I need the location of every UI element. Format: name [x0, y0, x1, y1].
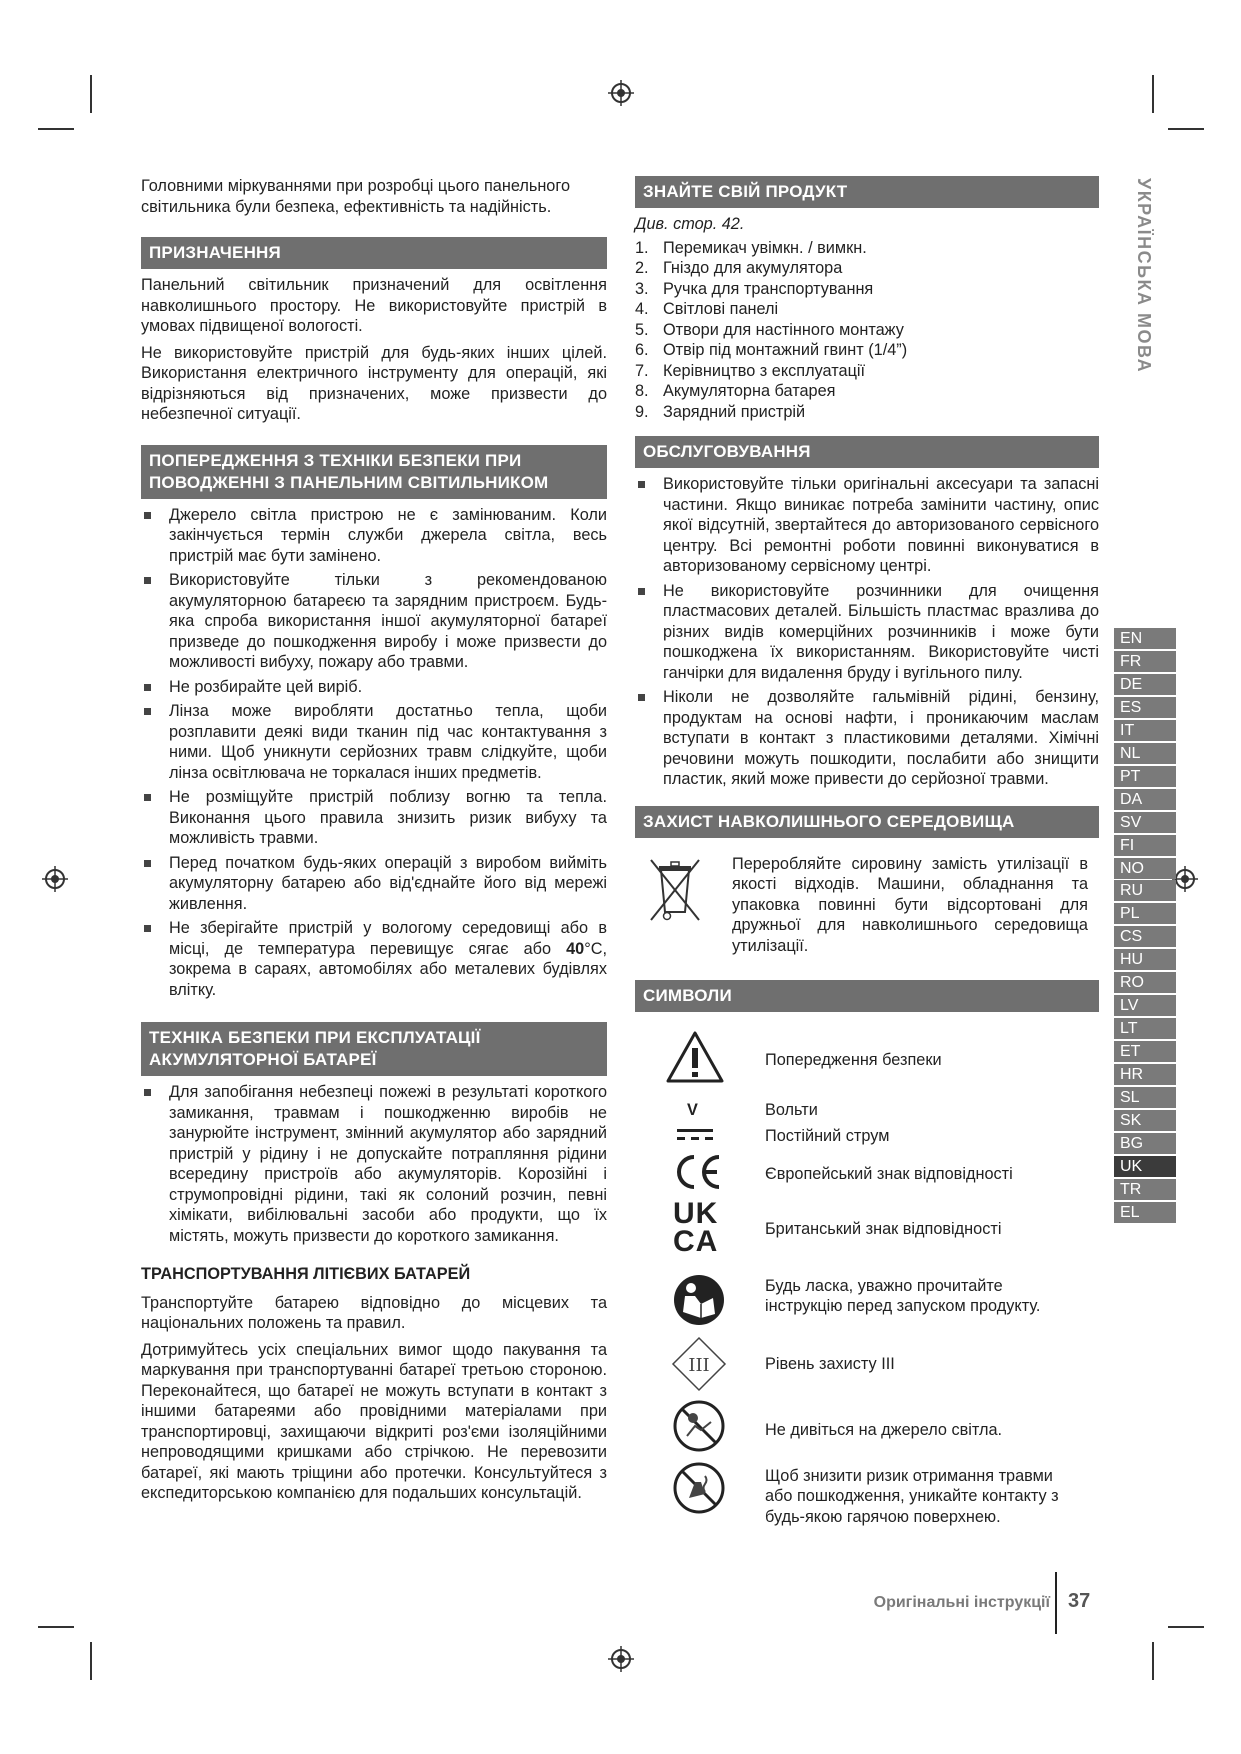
transport-heading: ТРАНСПОРТУВАННЯ ЛІТІЄВИХ БАТАРЕЙ [141, 1265, 471, 1283]
language-tab-fr[interactable]: FR [1114, 651, 1176, 672]
maintenance-list [635, 474, 1099, 790]
transport-paragraph: Транспортуйте батарею відповідно до місцевих та національних положень та правил. [141, 1293, 607, 1332]
warnings-list [141, 505, 607, 1001]
crop-mark [1168, 1626, 1204, 1628]
bullet-icon [144, 794, 151, 801]
language-tab-fi[interactable]: FI [1114, 835, 1176, 856]
symbol-description: Британський знак відповідності [765, 1219, 1002, 1238]
heading-line: ПОВОДЖЕННІ З ПАНЕЛЬНИМ СВІТИЛЬНИКОМ [149, 472, 549, 492]
list-item-text: Не розміщуйте пристрій поблизу вогню та тепла. Виконання цього правила знизить ризик вибуху та можливість травми. [169, 788, 607, 847]
temperature-value: 40 [566, 939, 585, 958]
list-item [141, 677, 607, 698]
item-text: Гніздо для акумулятора [663, 259, 843, 277]
list-item [141, 853, 607, 915]
language-tab-lv[interactable]: LV [1114, 995, 1176, 1016]
item-text: Акумуляторна батарея [663, 382, 836, 400]
item-number: 5. [635, 320, 649, 339]
item-text: Ручка для транспортування [663, 279, 874, 298]
language-tab-ru[interactable]: RU [1114, 880, 1176, 901]
class-three-label: III [688, 1354, 710, 1376]
crop-mark [1152, 75, 1154, 113]
bullet-icon [144, 684, 151, 691]
purpose-paragraph: Панельний світильник призначений для освітлення навколишнього простору. Не використовуйте пристрій в умовах підвищеної вологості. [141, 276, 607, 335]
language-tab-uk[interactable]: UK [1114, 1156, 1176, 1177]
item-number: 9. [635, 402, 649, 421]
symbol-description: Рівень захисту III [765, 1354, 895, 1373]
right-column [635, 176, 1099, 1538]
bullet-icon [144, 708, 151, 715]
list-item [635, 361, 1099, 382]
list-item [141, 505, 607, 567]
list-item [635, 381, 1099, 402]
bullet-icon [144, 577, 151, 584]
language-tab-lt[interactable]: LT [1114, 1018, 1176, 1039]
list-item-text: Не зберігайте пристрій у вологому середовищі або в місці, де температура перевищує сягає або [169, 919, 607, 958]
language-tab-hu[interactable]: HU [1114, 949, 1176, 970]
intro-text: Головними міркуваннями при розробці цього панельного світильника були безпека, ефективність та надійність. [141, 177, 570, 216]
item-number: 3. [635, 279, 649, 298]
left-column [141, 176, 607, 1510]
item-number: 6. [635, 341, 649, 359]
battery-safety-heading [141, 1022, 607, 1076]
description-line: Будь ласка, уважно прочитайте [765, 1276, 1003, 1295]
language-tab-nl[interactable]: NL [1114, 743, 1176, 764]
list-item-text: Використовуйте тільки з рекомендованою акумуляторною батареєю та зарядним пристроєм. Будь-яка спроба використання іншої акумуляторної батареї призведе до пошкодження виробу і може призвести до можливості вибуху, пожару або травми. [169, 571, 607, 671]
list-item-text: Не розбирайте цей виріб. [169, 677, 363, 696]
language-tab-ro[interactable]: RO [1114, 972, 1176, 993]
item-number: 7. [635, 361, 649, 380]
list-item [635, 299, 1099, 320]
side-label-container [1133, 178, 1157, 378]
product-heading: ЗНАЙТЕ СВІЙ ПРОДУКТ [635, 176, 1099, 208]
item-text: Перемикач увімкн. / вимкн. [663, 238, 867, 257]
list-item [141, 1082, 607, 1246]
description-line: або пошкодження, уникайте контакту з [765, 1487, 1059, 1505]
heading-line: ПОПЕРЕДЖЕННЯ З ТЕХНІКИ БЕЗПЕКИ ПРИ [149, 450, 522, 470]
list-item-text: Використовуйте тільки оригінальні аксесуари та запасні частини. Якщо виникає потреба замінити частину, опис якої відсутній, звертайтеся до авторизованого сервісного центру. Всі ремонтні роботи повинні виконуватися в авторизованому сервісному центрі. [663, 475, 1099, 575]
symbol-description: Попередження безпеки [765, 1050, 942, 1069]
language-tab-hr[interactable]: HR [1114, 1064, 1176, 1085]
list-item-text: Перед початком будь-яких операцій з виробом вийміть акумуляторну батарею або від'єднайте його від мережі живлення. [169, 853, 607, 913]
list-item [635, 340, 1099, 361]
list-item-text: Лінза може виробляти достатньо тепла, щоби розплавити деякі види тканин під час контактування з ними. Щоб уникнути серйозних травм слідкуйте, щоби лінза освітлювача не торкалася інших предметів. [169, 702, 607, 782]
volt-symbol: V [687, 1100, 698, 1119]
ukca-line: CA [673, 1224, 719, 1258]
footer-label: Оригінальні інструкції [873, 1594, 1050, 1611]
hot-surface-icon [673, 1462, 725, 1514]
symbol-description: Вольти [765, 1100, 818, 1119]
crop-mark [90, 75, 92, 113]
list-item [141, 701, 607, 783]
list-item [635, 238, 1099, 259]
item-number: 1. [635, 238, 649, 257]
item-text: Зарядний пристрій [663, 402, 806, 421]
registration-mark-icon [608, 1646, 634, 1672]
symbol-description [765, 1466, 1059, 1528]
bullet-icon [144, 860, 151, 867]
list-item-text: Для запобігання небезпеці пожежі в результаті короткого замикання, травмам і пошкодженню виробів не занурюйте інструмент, змінний акумулятор або зарядний пристрій у рідину і не допускайте потрапляння рідини всередину пристроїв або акумуляторів. Корозійні і струмопровідні рідини, такі як солоний розчин, певні хімікати, вибілювальні засоби або продукти, що їх містять, можуть призвести до короткого замикання. [169, 1083, 607, 1245]
list-item [635, 687, 1099, 790]
transport-paragraph: Дотримуйтесь усіх спеціальних вимог щодо пакування та маркування при транспортуванні батареї третьою стороною. Переконайтеся, що батареї не можуть вступати в контакт з іншими батареями або провідними матеріалами при транспортировці, захищаючи відкриті роз'єми ізоляційними непроводящими кришками або стрічкою. Не перевозити батареї, які мають тріщини або протечки. Консультуйтеся з експедиторською компанією для подальших консультацій. [141, 1340, 607, 1502]
side-language-label: УКРАЇНСЬКА МОВА [1134, 178, 1154, 374]
class-three-icon [671, 1336, 727, 1392]
warning-icon [665, 1030, 725, 1084]
symbol-description: Постійний струм [765, 1126, 890, 1145]
crop-mark [38, 1626, 74, 1628]
list-item [635, 402, 1099, 423]
list-item-text: Джерело світла пристрою не є замінюваним. Коли закінчується термін служби джерела світла, весь пристрій має бути замінено. [169, 505, 607, 565]
product-parts-list [635, 238, 1099, 423]
symbols-heading: СИМВОЛИ [635, 980, 1099, 1012]
purpose-heading: ПРИЗНАЧЕННЯ [141, 237, 607, 269]
list-item [141, 918, 607, 1000]
language-tab-it[interactable]: IT [1114, 720, 1176, 741]
purpose-paragraph: Не використовуйте пристрій для будь-яких інших цілей. Використання електричного інструменту для операцій, які відрізняються від призначених, може призвести до небезпечної ситуації. [141, 343, 607, 423]
crop-mark [1152, 1642, 1154, 1680]
list-item [635, 474, 1099, 577]
environment-heading: ЗАХИСТ НАВКОЛИШНЬОГО СЕРЕДОВИЩА [635, 806, 1099, 838]
item-text: Світлові панелі [663, 300, 779, 318]
read-manual-icon [673, 1274, 725, 1326]
symbol-description: Не дивіться на джерело світла. [765, 1420, 1003, 1439]
language-tab-en[interactable]: EN [1114, 628, 1176, 649]
see-page-note: Див. стор. 42. [635, 215, 745, 233]
list-item-text: °C, зокрема в сараях, автомобілях або металевих будівлях влітку. [169, 939, 607, 999]
bullet-icon [144, 925, 151, 932]
bullet-icon [638, 694, 645, 701]
symbols-table [635, 1018, 1099, 1538]
language-tab-de[interactable]: DE [1114, 674, 1176, 695]
crossed-bin-icon [647, 856, 703, 922]
list-item-text: Ніколи не дозволяйте гальмівній рідині, бензину, продуктам на основі нафти, і проникаючим маслам вступати в контакт з пластиковими деталями. Хімічні речовини можуть пошкодити, послабити або знищити пластик, який може привести до серйозної травми. [663, 688, 1099, 788]
item-text: Отвори для настінного монтажу [663, 320, 904, 339]
item-number: 2. [635, 259, 649, 277]
language-tab-pl[interactable]: PL [1114, 903, 1176, 924]
language-tab-cs[interactable]: CS [1114, 926, 1176, 947]
item-text: Отвір під монтажний гвинт (1/4”) [663, 341, 908, 359]
environment-text: Переробляйте сировину замість утилізації в якості відходів. Машини, обладнання та упаковка повинні бути відсортовані для дружньої для навколишнього середовища утилізації. [732, 854, 1088, 955]
direct-current-icon [677, 1128, 713, 1142]
item-number: 4. [635, 300, 649, 318]
crop-mark [1168, 128, 1204, 130]
language-tab-el[interactable]: EL [1114, 1202, 1176, 1223]
language-tab-bg[interactable]: BG [1114, 1133, 1176, 1154]
heading-line: ТЕХНІКА БЕЗПЕКИ ПРИ ЕКСПЛУАТАЦІЇ [149, 1028, 481, 1047]
maintenance-heading: ОБСЛУГОВУВАННЯ [635, 436, 1099, 468]
battery-safety-list [141, 1082, 607, 1246]
bullet-icon [638, 588, 645, 595]
language-tab-sk[interactable]: SK [1114, 1110, 1176, 1131]
language-tab-sv[interactable]: SV [1114, 812, 1176, 833]
description-line: будь-якою гарячою поверхнею. [765, 1507, 1001, 1526]
list-item [141, 570, 607, 673]
description-line: Щоб знизити ризик отримання травми [765, 1466, 1053, 1485]
ukca-line: UK [673, 1196, 719, 1230]
registration-mark-icon [608, 80, 634, 106]
no-stare-icon [673, 1400, 725, 1452]
crop-mark [90, 1642, 92, 1680]
description-line: інструкцію перед запуском продукту. [765, 1297, 1041, 1315]
page-number: 37 [1068, 1590, 1091, 1612]
list-item [635, 581, 1099, 684]
list-item [635, 258, 1099, 279]
item-number: 8. [635, 382, 649, 400]
item-text: Керівництво з експлуатації [663, 361, 866, 380]
list-item [141, 787, 607, 849]
crop-mark [38, 128, 74, 130]
language-tab-et[interactable]: ET [1114, 1041, 1176, 1062]
footer-divider [1055, 1572, 1057, 1634]
symbol-description [765, 1276, 1040, 1317]
ukca-mark-icon [673, 1196, 733, 1258]
list-item [635, 320, 1099, 341]
language-tab-pt[interactable]: PT [1114, 766, 1176, 787]
language-tab-da[interactable]: DA [1114, 789, 1176, 810]
environment-block [635, 844, 1099, 964]
symbol-description: Європейський знак відповідності [765, 1164, 1013, 1183]
bullet-icon [144, 512, 151, 519]
ce-mark-icon [673, 1152, 723, 1192]
registration-mark-icon [42, 866, 68, 892]
list-item [635, 279, 1099, 300]
warnings-heading [141, 445, 607, 499]
language-tab-no[interactable]: NO [1114, 858, 1176, 879]
bullet-icon [638, 481, 645, 488]
language-tab-es[interactable]: ES [1114, 697, 1176, 718]
language-tab-sl[interactable]: SL [1114, 1087, 1176, 1108]
language-tab-tr[interactable]: TR [1114, 1179, 1176, 1200]
heading-line: АКУМУЛЯТОРНОЇ БАТАРЕЇ [149, 1050, 377, 1069]
bullet-icon [144, 1089, 151, 1096]
list-item-text: Не використовуйте розчинники для очищення пластмасових деталей. Більшість пластмас вразлива до різних видів комерційних розчинників і може бути пошкоджена їх використанням. Використовуйте чисті ганчірки для видалення бруду і вугільного пилу. [663, 581, 1099, 682]
